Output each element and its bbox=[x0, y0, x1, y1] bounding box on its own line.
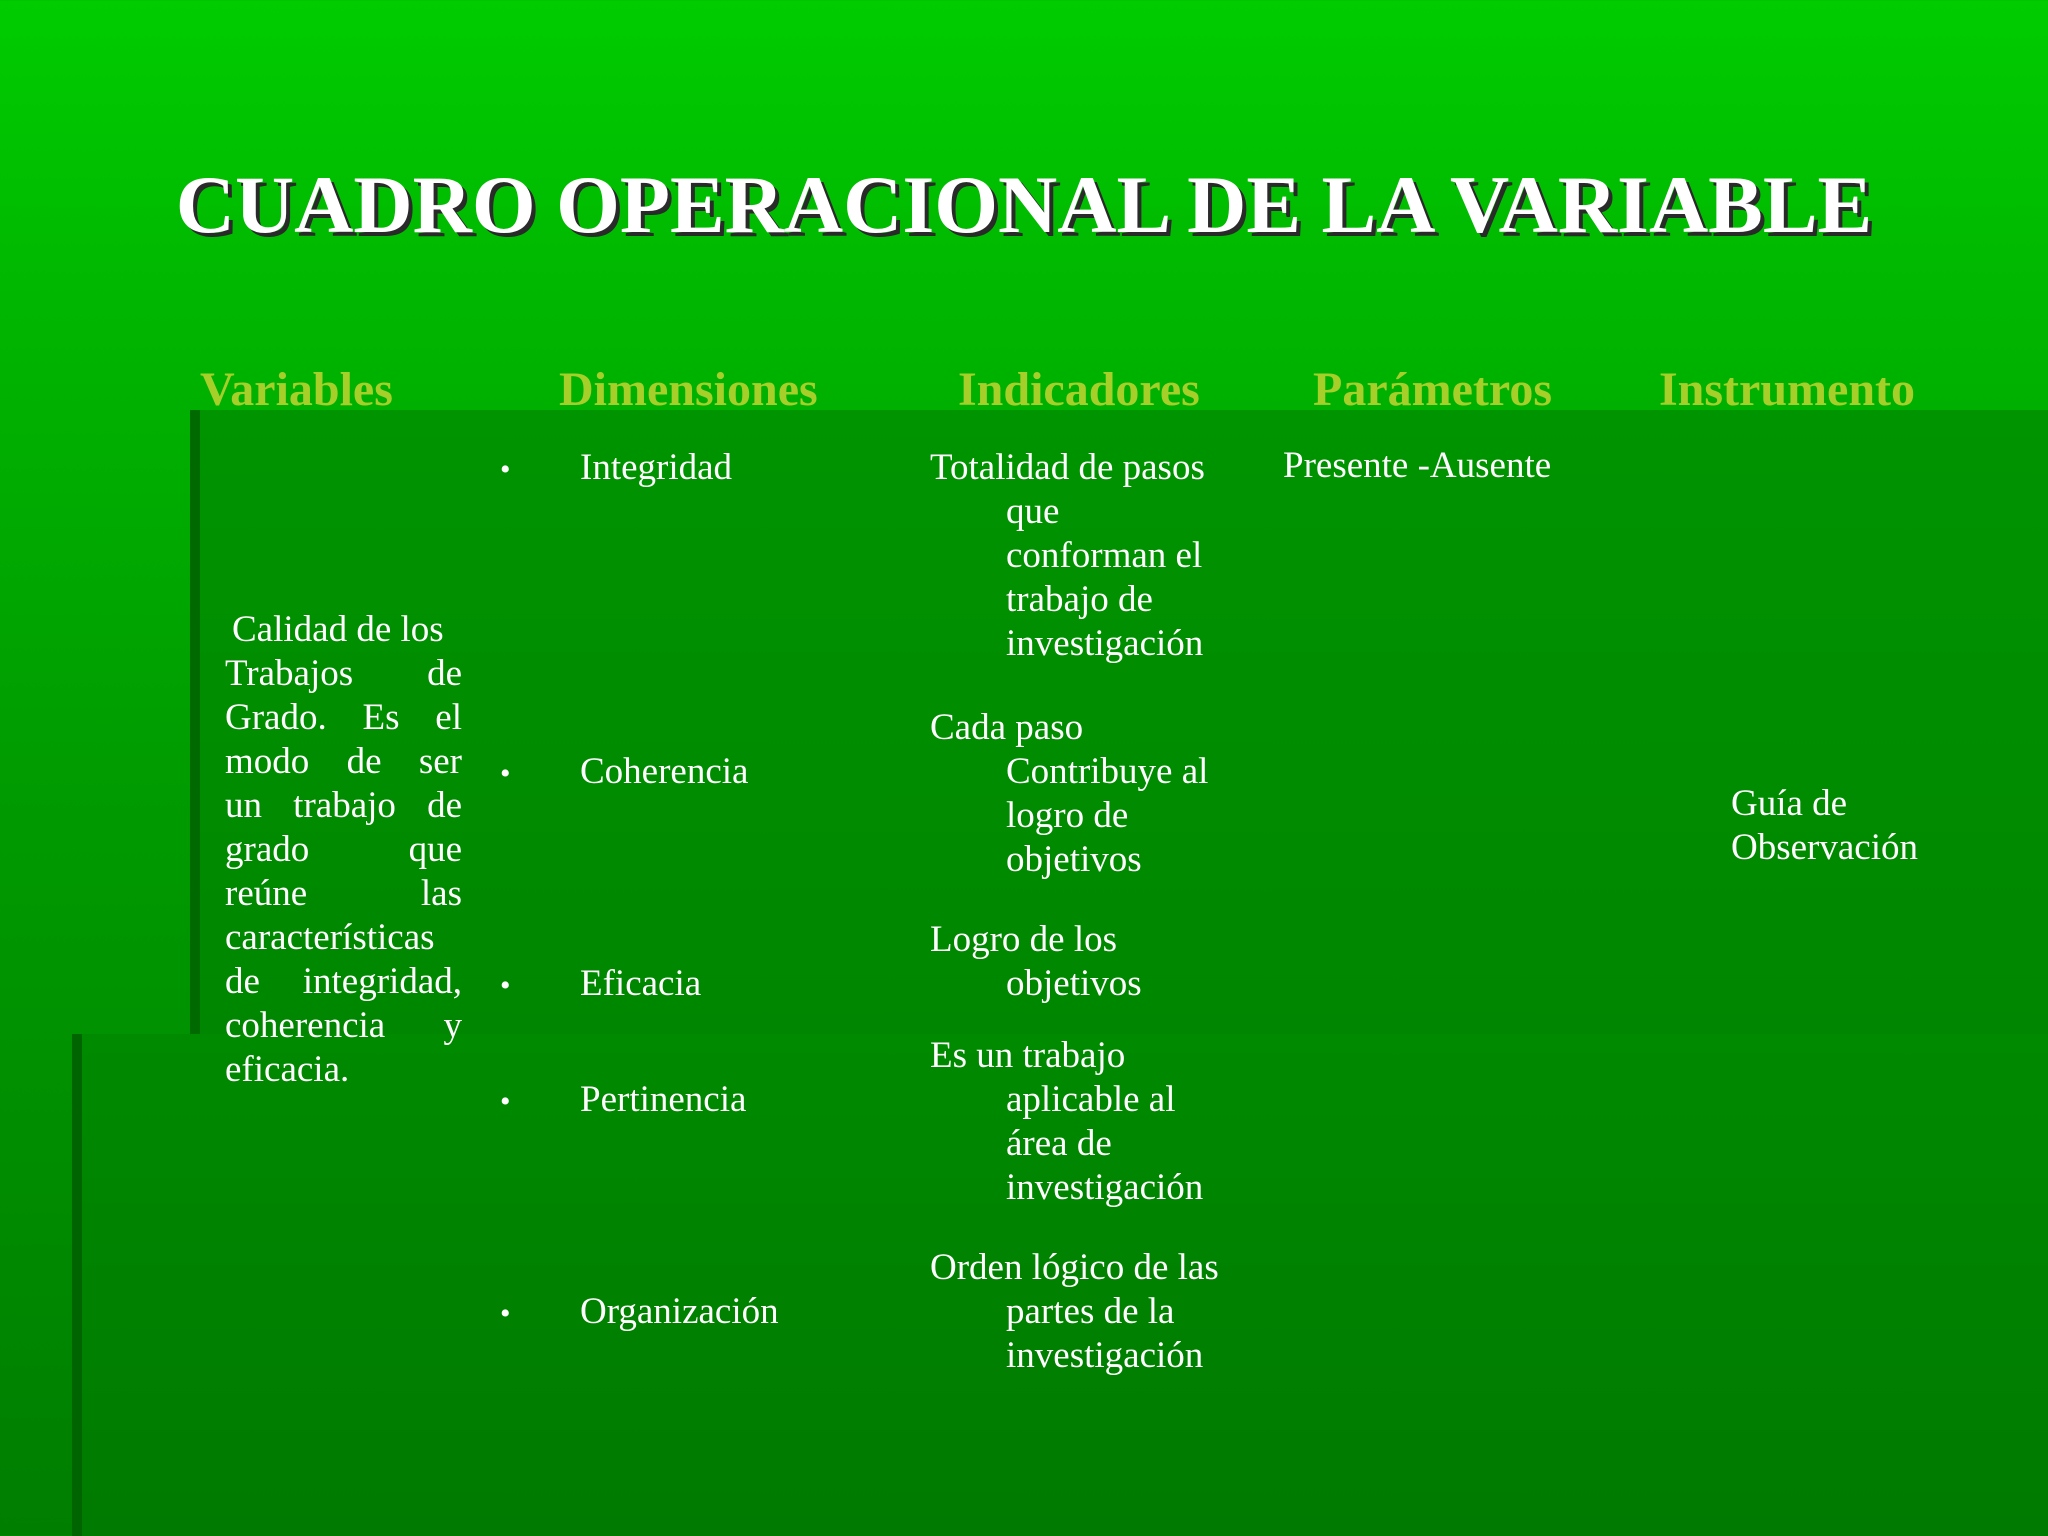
indicator-rest: que conforman el trabajo de investigación bbox=[1006, 491, 1204, 664]
header-dimensiones: Dimensiones bbox=[559, 363, 818, 416]
indicator-rest: Contribuye al logro de objetivos bbox=[1006, 751, 1209, 880]
dimension-item-pertinencia bbox=[500, 1078, 746, 1124]
bullet-icon: • bbox=[500, 1085, 511, 1118]
dimension-item-organizacion bbox=[500, 1290, 779, 1336]
variable-line: Trabajos de bbox=[225, 653, 462, 694]
bullet-icon: • bbox=[500, 969, 511, 1002]
variable-description bbox=[225, 608, 462, 1092]
variable-line: características bbox=[225, 917, 435, 958]
dimension-item-coherencia bbox=[500, 750, 748, 796]
indicator-first-line: Logro de los bbox=[930, 919, 1118, 960]
header-indicadores: Indicadores bbox=[958, 363, 1200, 416]
instrument-line: Observación bbox=[1731, 827, 1918, 868]
slide-title: CUADRO OPERACIONAL DE LA VARIABLE bbox=[175, 159, 1873, 250]
bullet-icon: • bbox=[500, 453, 511, 486]
header-parametros: Parámetros bbox=[1313, 363, 1553, 416]
indicator-first-line: Totalidad de pasos bbox=[930, 447, 1205, 488]
indicator-first-line: Es un trabajo bbox=[930, 1035, 1126, 1076]
parameter-value: Presente -Ausente bbox=[1283, 445, 1552, 486]
dimension-label: Eficacia bbox=[580, 963, 702, 1004]
indicator-coherencia bbox=[930, 706, 1240, 882]
variable-line: grado que bbox=[225, 829, 462, 870]
indicator-organizacion bbox=[930, 1246, 1260, 1378]
dimension-label: Pertinencia bbox=[580, 1079, 747, 1120]
indicator-first-line: Cada paso bbox=[930, 707, 1084, 748]
dimension-label: Coherencia bbox=[580, 751, 749, 792]
indicator-pertinencia bbox=[930, 1034, 1220, 1210]
dimension-item-integridad bbox=[500, 446, 732, 492]
header-variables: Variables bbox=[200, 363, 393, 416]
dimension-label: Organización bbox=[580, 1291, 779, 1332]
variable-line: coherencia y bbox=[225, 1005, 462, 1046]
header-instrumento: Instrumento bbox=[1659, 363, 1916, 416]
instrument-line: Guía de bbox=[1731, 783, 1848, 824]
dimension-item-eficacia bbox=[500, 962, 701, 1008]
indicator-first-line: Orden lógico de las bbox=[930, 1247, 1219, 1288]
variable-line: un trabajo de bbox=[225, 785, 462, 826]
variable-line: Calidad de los bbox=[232, 609, 444, 650]
variable-line: Grado. Es el bbox=[225, 697, 462, 738]
bullet-icon: • bbox=[500, 1297, 511, 1330]
indicator-rest: objetivos bbox=[1006, 963, 1142, 1004]
indicator-integridad bbox=[930, 446, 1205, 666]
dimension-label: Integridad bbox=[580, 447, 733, 488]
instrument-value bbox=[1731, 782, 1918, 870]
indicator-rest: aplicable al área de investigación bbox=[1006, 1079, 1204, 1208]
variable-line: reúne las bbox=[225, 873, 462, 914]
variable-line: modo de ser bbox=[225, 741, 462, 782]
indicator-rest: partes de la investigación bbox=[1006, 1291, 1204, 1376]
variable-line: de integridad, bbox=[225, 961, 462, 1002]
variable-line: eficacia. bbox=[225, 1049, 350, 1090]
bullet-icon: • bbox=[500, 757, 511, 790]
indicator-eficacia bbox=[930, 918, 1260, 1006]
